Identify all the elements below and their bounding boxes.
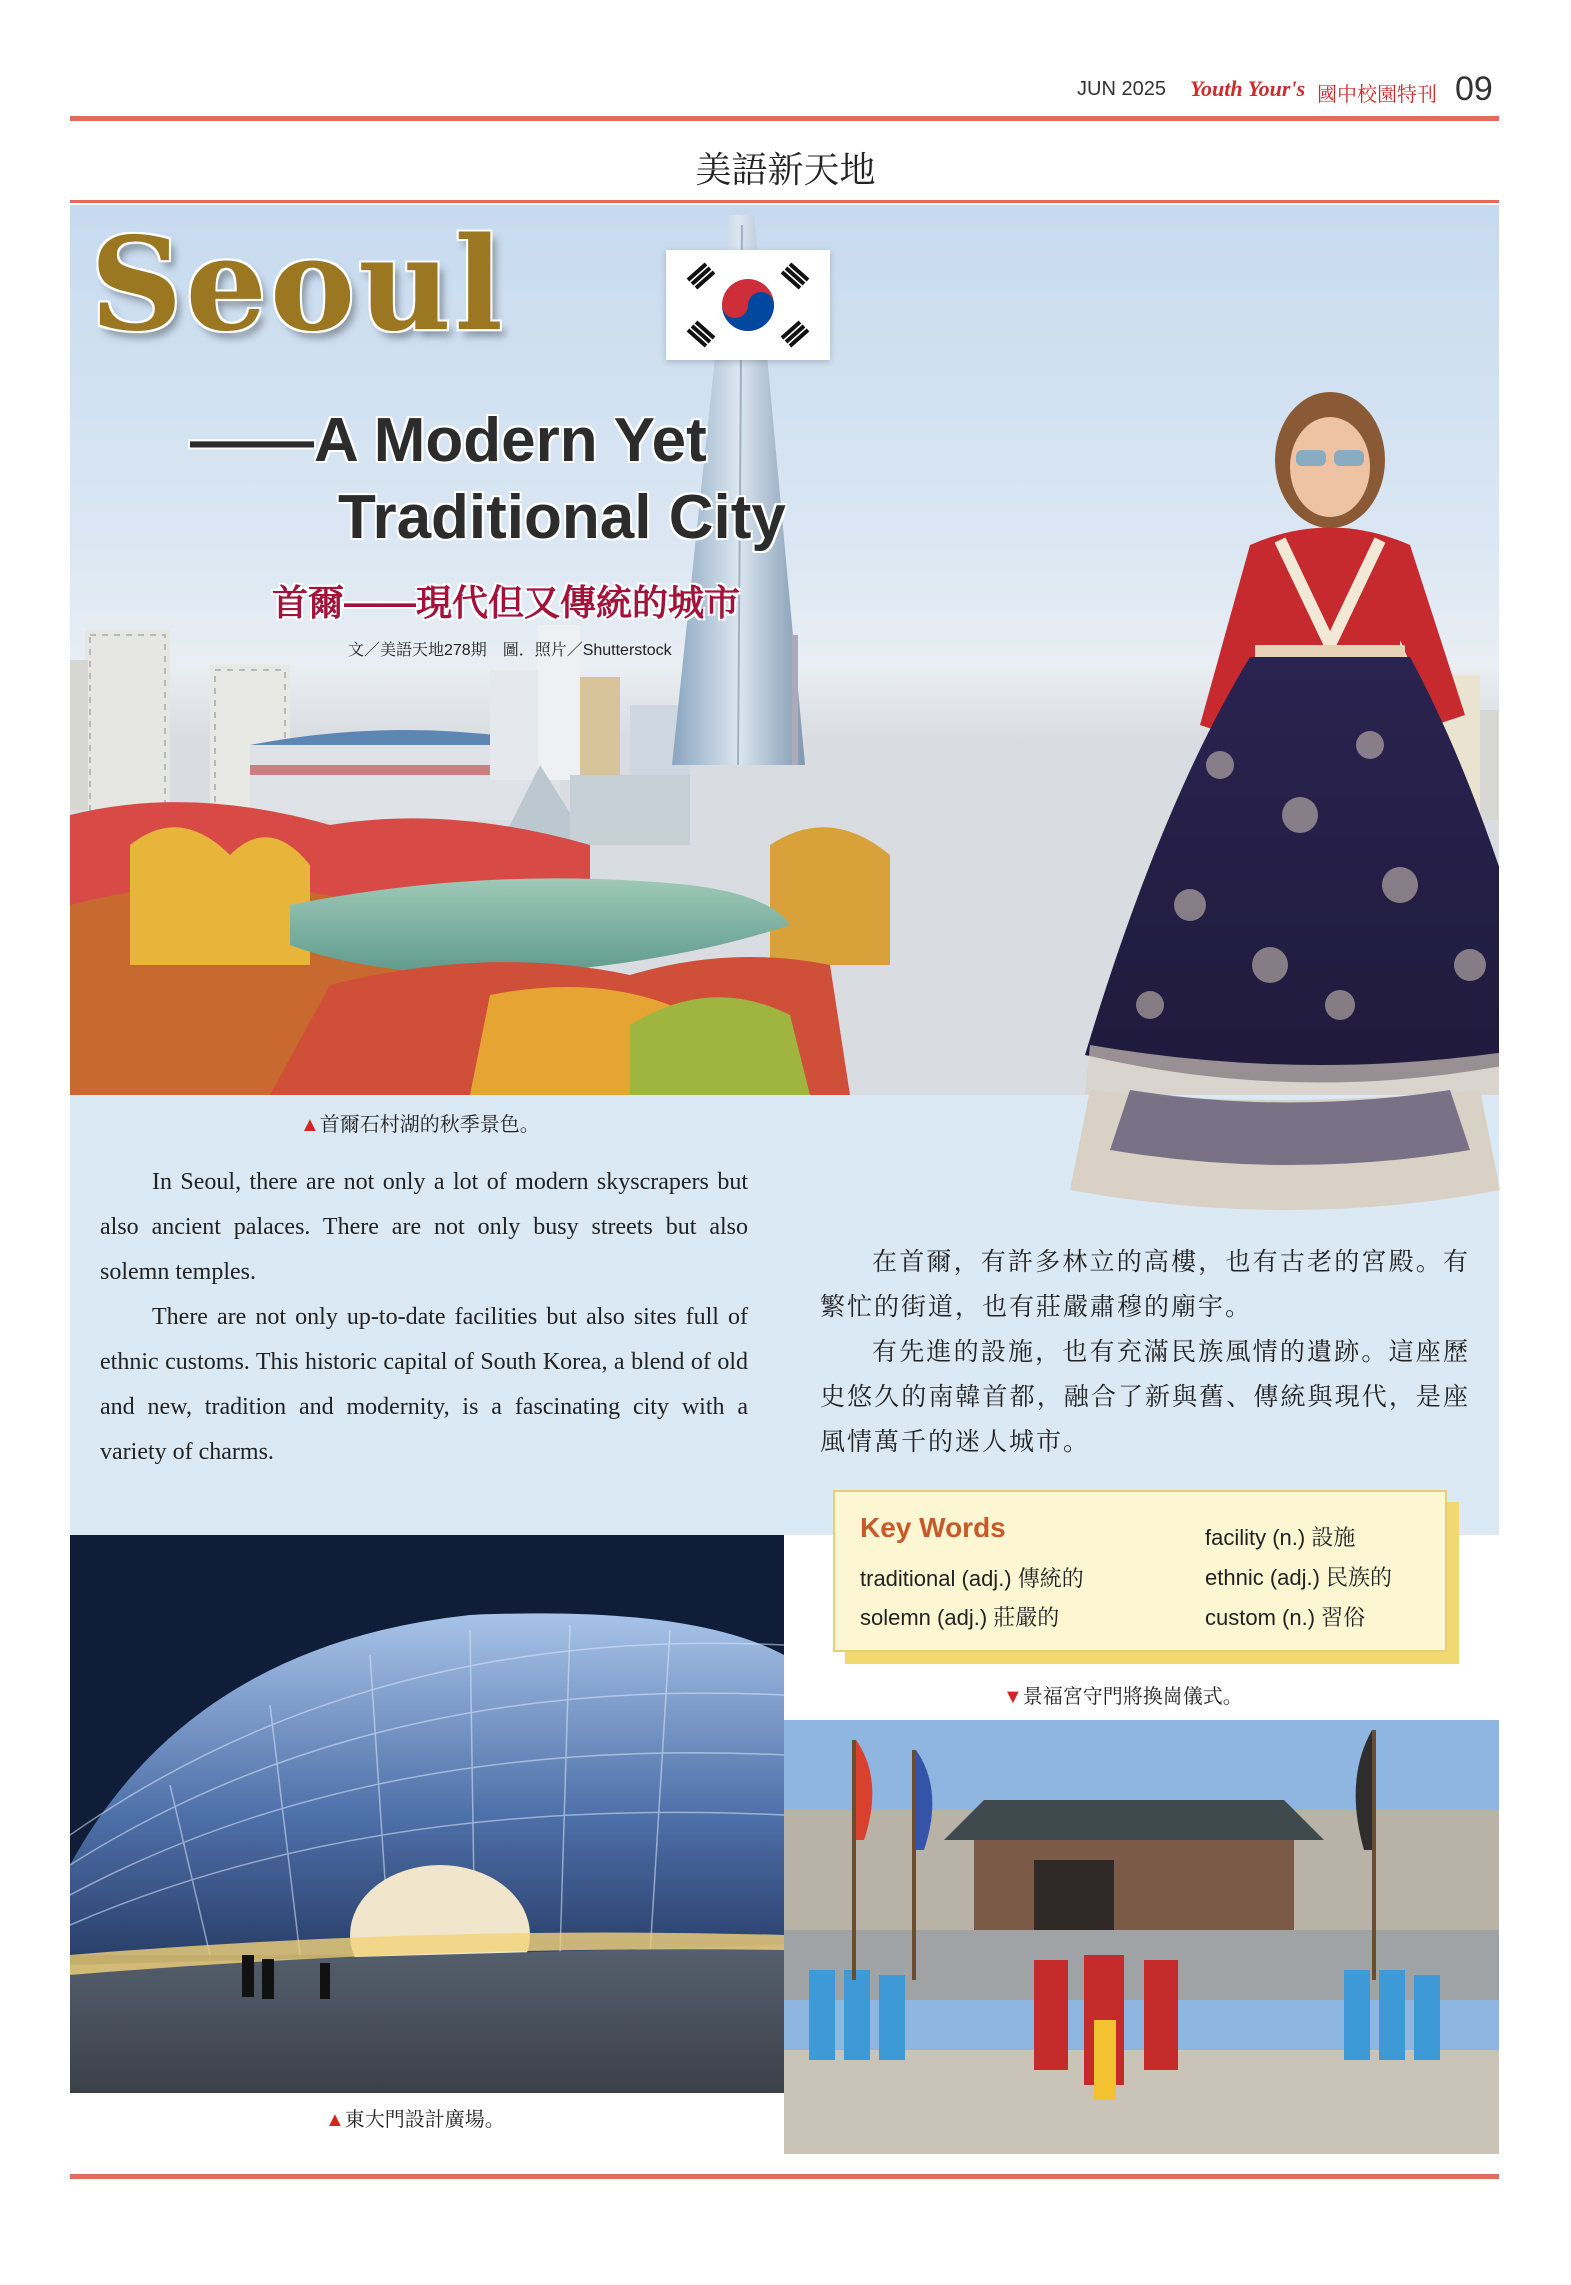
- article-en-paragraph: There are not only up-to-date facilities but also sites full of ethnic customs. This historic capital of South Korea, a blend of old and new, tradition and modernity, is a fascinating city with a variety of charms.: [100, 1304, 748, 1465]
- header-rule: [70, 116, 1499, 121]
- key-word-item: traditional (adj.) 傳統的: [860, 1566, 1084, 1591]
- article-english: [100, 1160, 748, 1475]
- caption-ddp-text: 東大門設計廣場。: [344, 2109, 505, 2131]
- caption-lake-text: 首爾石村湖的秋季景色。: [319, 1114, 540, 1136]
- hero-subtitle-line2: Traditional City: [338, 483, 786, 552]
- caption-palace: [1003, 1680, 1243, 1709]
- section-rule: [70, 200, 1499, 203]
- caption-lake: [300, 1108, 540, 1137]
- key-word-item: facility (n.) 設施: [1205, 1525, 1356, 1550]
- hero-credit: 文／美語天地278期 圖．照片／Shutterstock: [348, 642, 672, 659]
- korean-flag-icon: [666, 250, 830, 360]
- key-words-box: [833, 1490, 1447, 1652]
- key-words-title: Key Words: [860, 1512, 1006, 1543]
- page-number: 09: [1455, 70, 1493, 108]
- header-issue: 國中校園特刊: [1317, 84, 1437, 106]
- section-title: 美語新天地: [695, 149, 876, 190]
- header-date: JUN 2025: [1077, 78, 1166, 100]
- caption-palace-text: 景福宮守門將換崗儀式。: [1022, 1686, 1243, 1708]
- hero-zh-title: 首爾——現代但又傳統的城市: [272, 582, 741, 623]
- key-word-item: ethnic (adj.) 民族的: [1205, 1565, 1393, 1590]
- header-brand: Youth Your's: [1190, 76, 1306, 101]
- article-chinese: [820, 1240, 1470, 1465]
- triangle-down-icon: ▼: [1003, 1686, 1023, 1708]
- hero-title: Seoul: [90, 210, 506, 360]
- photo-gyeongbokgung-guard-ceremony: [784, 1720, 1499, 2154]
- hanbok-skirt-hem: [1070, 1090, 1500, 1220]
- footer-rule: [70, 2174, 1499, 2179]
- photo-dongdaemun-design-plaza: [70, 1535, 784, 2093]
- hero-subtitle-line1: ——A Modern Yet: [190, 406, 707, 475]
- article-zh-paragraph: 有先進的設施，也有充滿民族風情的遺跡。這座歷史悠久的南韓首都，融合了新與舊、傳統與現代，是座風情萬千的迷人城市。: [820, 1338, 1470, 1456]
- caption-ddp: [325, 2103, 505, 2132]
- triangle-up-icon: ▲: [325, 2109, 345, 2131]
- triangle-up-icon: ▲: [300, 1114, 320, 1136]
- key-word-item: custom (n.) 習俗: [1205, 1605, 1366, 1630]
- key-word-item: solemn (adj.) 莊嚴的: [860, 1605, 1060, 1630]
- article-en-paragraph: In Seoul, there are not only a lot of modern skyscrapers but also ancient palaces. There are not only busy streets but also solemn temples.: [100, 1169, 748, 1285]
- article-zh-paragraph: 在首爾，有許多林立的高樓，也有古老的宮殿。有繁忙的街道，也有莊嚴肅穆的廟宇。: [820, 1248, 1470, 1321]
